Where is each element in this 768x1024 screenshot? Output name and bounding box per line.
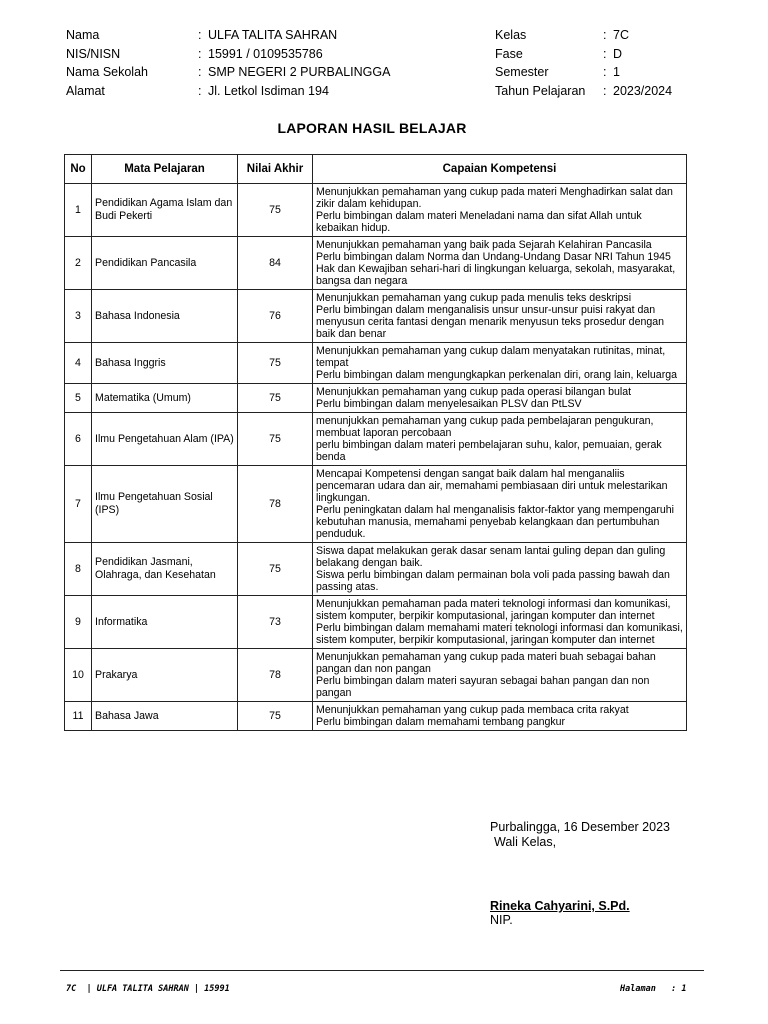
competency-text: Menunjukkan pemahaman yang cukup pada materi Menghadirkan salat dan zikir dalam kehidupan. [316,186,673,210]
info-value: ULFA TALITA SAHRAN [208,28,338,42]
subject-name: Bahasa Jawa [92,702,238,731]
competency-cell [313,649,687,702]
competency-cell [313,702,687,731]
competency-text: menunjukkan pemahaman yang cukup pada pembelajaran pengukuran, membuat laporan percobaan [316,415,654,439]
row-number: 4 [65,343,92,384]
info-label: Semester [495,65,549,79]
table-row [65,384,687,413]
info-value: SMP NEGERI 2 PURBALINGGA [208,65,391,79]
row-number: 11 [65,702,92,731]
table-row [65,413,687,466]
subject-name: Ilmu Pengetahuan Alam (IPA) [92,413,238,466]
info-label: Fase [495,46,523,61]
competency-cell [313,466,687,543]
info-row [495,26,672,45]
header-no: No [65,155,92,184]
info-colon: : [198,65,202,79]
info-colon: : [603,65,607,79]
info-label: NIS/NISN [66,46,121,61]
competency-text: perlu bimbingan dalam materi pembelajaran suhu, kalor, pemuaian, gerak benda [316,439,662,463]
competency-text: Menunjukkan pemahaman yang cukup pada operasi bilangan bulat [316,386,632,398]
final-score: 78 [238,649,313,702]
row-number: 1 [65,184,92,237]
competency-text: Menunjukkan pemahaman yang cukup pada membaca crita rakyat [316,704,629,716]
report-title: LAPORAN HASIL BELAJAR [277,120,467,136]
student-info-left [66,26,390,100]
row-number: 8 [65,543,92,596]
row-number: 3 [65,290,92,343]
info-colon: : [603,46,607,61]
info-colon: : [603,83,607,98]
header-competency: Capaian Kompetensi [313,155,687,184]
final-score: 75 [238,543,313,596]
info-colon: : [198,46,202,61]
grades-table [64,154,687,731]
subject-name: Ilmu Pengetahuan Sosial (IPS) [92,466,238,543]
student-info-right [495,26,672,100]
final-score: 75 [238,413,313,466]
table-row [65,343,687,384]
competency-text: Menunjukkan pemahaman yang cukup pada materi buah sebagai bahan pangan dan non pangan [316,651,656,675]
table-row [65,596,687,649]
info-colon: : [198,83,202,98]
header-subject: Mata Pelajaran [92,155,238,184]
teacher-name: Rineka Cahyarini, S.Pd. [490,899,630,913]
competency-text: Menunjukkan pemahaman yang cukup dalam menyatakan rutinitas, minat, tempat [316,345,666,369]
subject-name: Matematika (Umum) [92,384,238,413]
competency-text: Perlu bimbingan dalam mengungkapkan perkenalan diri, orang lain, keluarga [316,369,678,381]
info-label: Alamat [66,83,105,98]
competency-text: Perlu bimbingan dalam menganalisis unsur unsur-unsur puisi rakyat dan menyusun cerita fantasi dengan menarik menyusun teks prosedur dengan baik dan benar [316,304,665,340]
table-header-row [65,155,687,184]
signature-role: Wali Kelas, [494,835,557,849]
info-label: Kelas [495,28,527,42]
competency-text: Perlu bimbingan dalam menyelesaikan PLSV dan PtLSV [316,398,582,410]
footer-page-number: Halaman : 1 [620,984,687,994]
signature-place-date: Purbalingga, 16 Desember 2023 [490,820,670,834]
final-score: 75 [238,384,313,413]
table-row [65,237,687,290]
info-value: 15991 / 0109535786 [208,46,323,61]
info-value: Jl. Letkol Isdiman 194 [208,83,329,98]
row-number: 7 [65,466,92,543]
competency-text: Siswa perlu bimbingan dalam permainan bola voli pada passing bawah dan passing atas. [316,569,670,593]
competency-cell [313,290,687,343]
footer-divider [60,970,704,971]
subject-name: Bahasa Inggris [92,343,238,384]
subject-name: Pendidikan Agama Islam dan Budi Pekerti [92,184,238,237]
competency-text: Perlu bimbingan dalam materi sayuran sebagai bahan pangan dan non pangan [316,675,650,699]
final-score: 75 [238,343,313,384]
table-row [65,543,687,596]
row-number: 5 [65,384,92,413]
final-score: 84 [238,237,313,290]
final-score: 76 [238,290,313,343]
teacher-nip: NIP. [490,913,513,927]
info-label: Nama [66,28,100,42]
info-row [495,45,672,64]
info-label: Tahun Pelajaran [495,83,586,98]
competency-cell [313,543,687,596]
competency-text: Mencapai Kompetensi dengan sangat baik dalam hal menganaliis pencemaran udara dan air, memahami pembiasaan diri untuk melestarikan lingkungan. [316,468,668,504]
row-number: 10 [65,649,92,702]
table-row [65,290,687,343]
table-row [65,184,687,237]
row-number: 6 [65,413,92,466]
info-value: 2023/2024 [613,83,673,98]
row-number: 2 [65,237,92,290]
info-row [66,45,390,64]
info-label: Nama Sekolah [66,65,148,79]
final-score: 78 [238,466,313,543]
competency-cell [313,413,687,466]
table-row [65,702,687,731]
table-row [65,649,687,702]
subject-name: Pendidikan Pancasila [92,237,238,290]
competency-cell [313,596,687,649]
competency-text: Menunjukkan pemahaman yang baik pada Sejarah Kelahiran Pancasila [316,239,652,251]
competency-text: Siswa dapat melakukan gerak dasar senam lantai guling depan dan guling belakang dengan baik. [316,545,666,569]
info-row [495,82,672,101]
final-score: 73 [238,596,313,649]
info-row [66,26,390,45]
final-score: 75 [238,702,313,731]
info-row [495,63,672,82]
info-row [66,63,390,82]
competency-text: Perlu bimbingan dalam memahami tembang pangkur [316,716,566,728]
subject-name: Pendidikan Jasmani, Olahraga, dan Kesehatan [92,543,238,596]
final-score: 75 [238,184,313,237]
info-value: 1 [613,65,620,79]
footer-student-info: 7C | ULFA TALITA SAHRAN | 15991 [66,984,230,994]
table-row [65,466,687,543]
competency-text: Perlu bimbingan dalam memahami materi teknologi informasi dan komunikasi, sistem komputer, berpikir komputasional, jaringan komputer dan internet [316,622,683,646]
row-number: 9 [65,596,92,649]
competency-cell [313,343,687,384]
info-value: 7C [613,28,629,42]
info-row [66,82,390,101]
competency-cell [313,384,687,413]
info-colon: : [198,28,202,42]
info-colon: : [603,28,607,42]
competency-text: Perlu bimbingan dalam materi Meneladani nama dan sifat Allah untuk kebaikan hidup. [316,210,642,234]
competency-text: Perlu peningkatan dalam hal menganalisis faktor-faktor yang mempengaruhi kebutuhan manusia, memahami penyebab kelangkaan dan pertumbuhan penduduk. [316,504,675,540]
subject-name: Bahasa Indonesia [92,290,238,343]
competency-text: Menunjukkan pemahaman yang cukup pada menulis teks deskripsi [316,292,632,304]
info-value: D [613,46,623,61]
competency-cell [313,184,687,237]
competency-text: Perlu bimbingan dalam Norma dan Undang-Undang Dasar NRI Tahun 1945 Hak dan Kewajiban sehari-hari di lingkungan keluarga, sekolah, masyarakat, bangsa dan negara [316,251,676,287]
competency-text: Menunjukkan pemahaman pada materi teknologi informasi dan komunikasi, sistem komputer, berpikir komputasional, jaringan komputer dan internet [316,598,671,622]
header-score: Nilai Akhir [238,155,313,184]
competency-cell [313,237,687,290]
subject-name: Prakarya [92,649,238,702]
subject-name: Informatika [92,596,238,649]
